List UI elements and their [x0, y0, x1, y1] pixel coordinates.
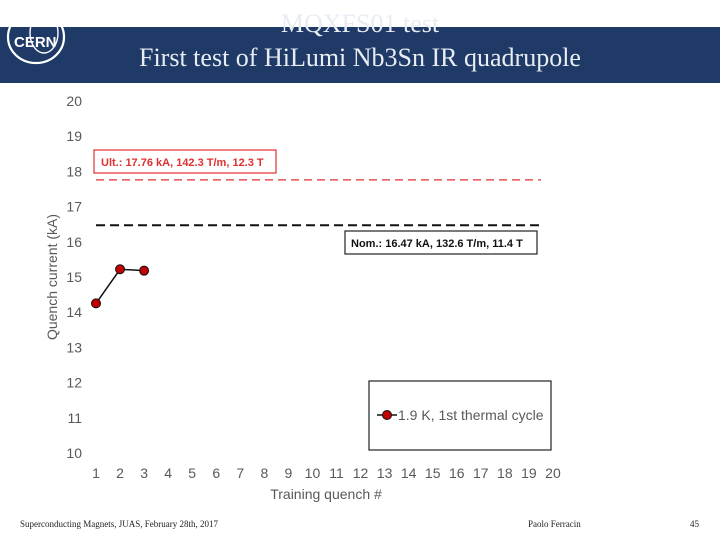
legend-entry: 1.9 K, 1st thermal cycle [398, 407, 544, 423]
data-point [116, 265, 125, 274]
series-line-1.9K [96, 269, 144, 303]
page-number: 45 [690, 519, 699, 529]
y-tick-label: 11 [67, 409, 82, 426]
y-tick-label: 17 [66, 198, 82, 215]
x-tick-label: 14 [400, 465, 417, 481]
x-tick-label: 17 [473, 465, 489, 481]
series-points [92, 265, 149, 308]
y-axis-ticks [66, 93, 82, 461]
ultimate-label: Ult.: 17.76 kA, 142.3 T/m, 12.3 T [101, 157, 264, 169]
x-tick-label: 19 [521, 465, 537, 481]
y-tick-label: 13 [66, 339, 82, 356]
x-tick-label: 11 [329, 465, 344, 481]
legend-point-marker [383, 411, 392, 420]
slide-subtitle: First test of HiLumi Nb3Sn IR quadrupole [139, 43, 581, 72]
x-tick-label: 13 [376, 465, 393, 481]
x-tick-label: 7 [236, 465, 245, 481]
x-axis-ticks [92, 465, 561, 481]
x-tick-label: 16 [448, 465, 465, 481]
y-axis-label: Quench current (kA) [44, 213, 60, 341]
data-point [140, 266, 149, 275]
y-tick-label: 10 [66, 445, 82, 461]
legend [369, 381, 551, 450]
x-tick-label: 8 [260, 465, 269, 481]
y-tick-label: 16 [66, 233, 82, 250]
footer-course-info: Superconducting Magnets, JUAS, February 28th, 2017 [20, 519, 218, 529]
x-tick-label: 10 [304, 465, 321, 481]
x-tick-label: 4 [164, 465, 173, 481]
x-tick-label: 5 [188, 465, 197, 481]
y-tick-label: 15 [66, 269, 82, 285]
x-tick-label: 20 [545, 465, 561, 481]
x-tick-label: 18 [497, 465, 513, 481]
x-tick-label: 6 [212, 465, 221, 481]
y-tick-label: 18 [66, 163, 82, 180]
x-tick-label: 12 [352, 465, 369, 481]
slide-title: MQXFS01 test [280, 9, 440, 38]
x-tick-label: 9 [284, 465, 293, 481]
y-tick-label: 14 [66, 304, 82, 321]
x-tick-label: 1 [92, 465, 100, 481]
data-point [92, 299, 101, 308]
y-tick-label: 19 [66, 128, 82, 145]
x-axis-label: Training quench # [270, 486, 382, 502]
x-tick-label: 15 [424, 465, 441, 481]
cern-logo-text: CERN [14, 34, 57, 51]
nominal-label: Nom.: 16.47 kA, 132.6 T/m, 11.4 T [351, 238, 523, 250]
x-tick-label: 3 [140, 465, 148, 481]
footer-author: Paolo Ferracin [528, 519, 581, 529]
y-tick-label: 20 [66, 93, 82, 109]
x-tick-label: 2 [116, 465, 124, 481]
y-tick-label: 12 [66, 374, 82, 391]
